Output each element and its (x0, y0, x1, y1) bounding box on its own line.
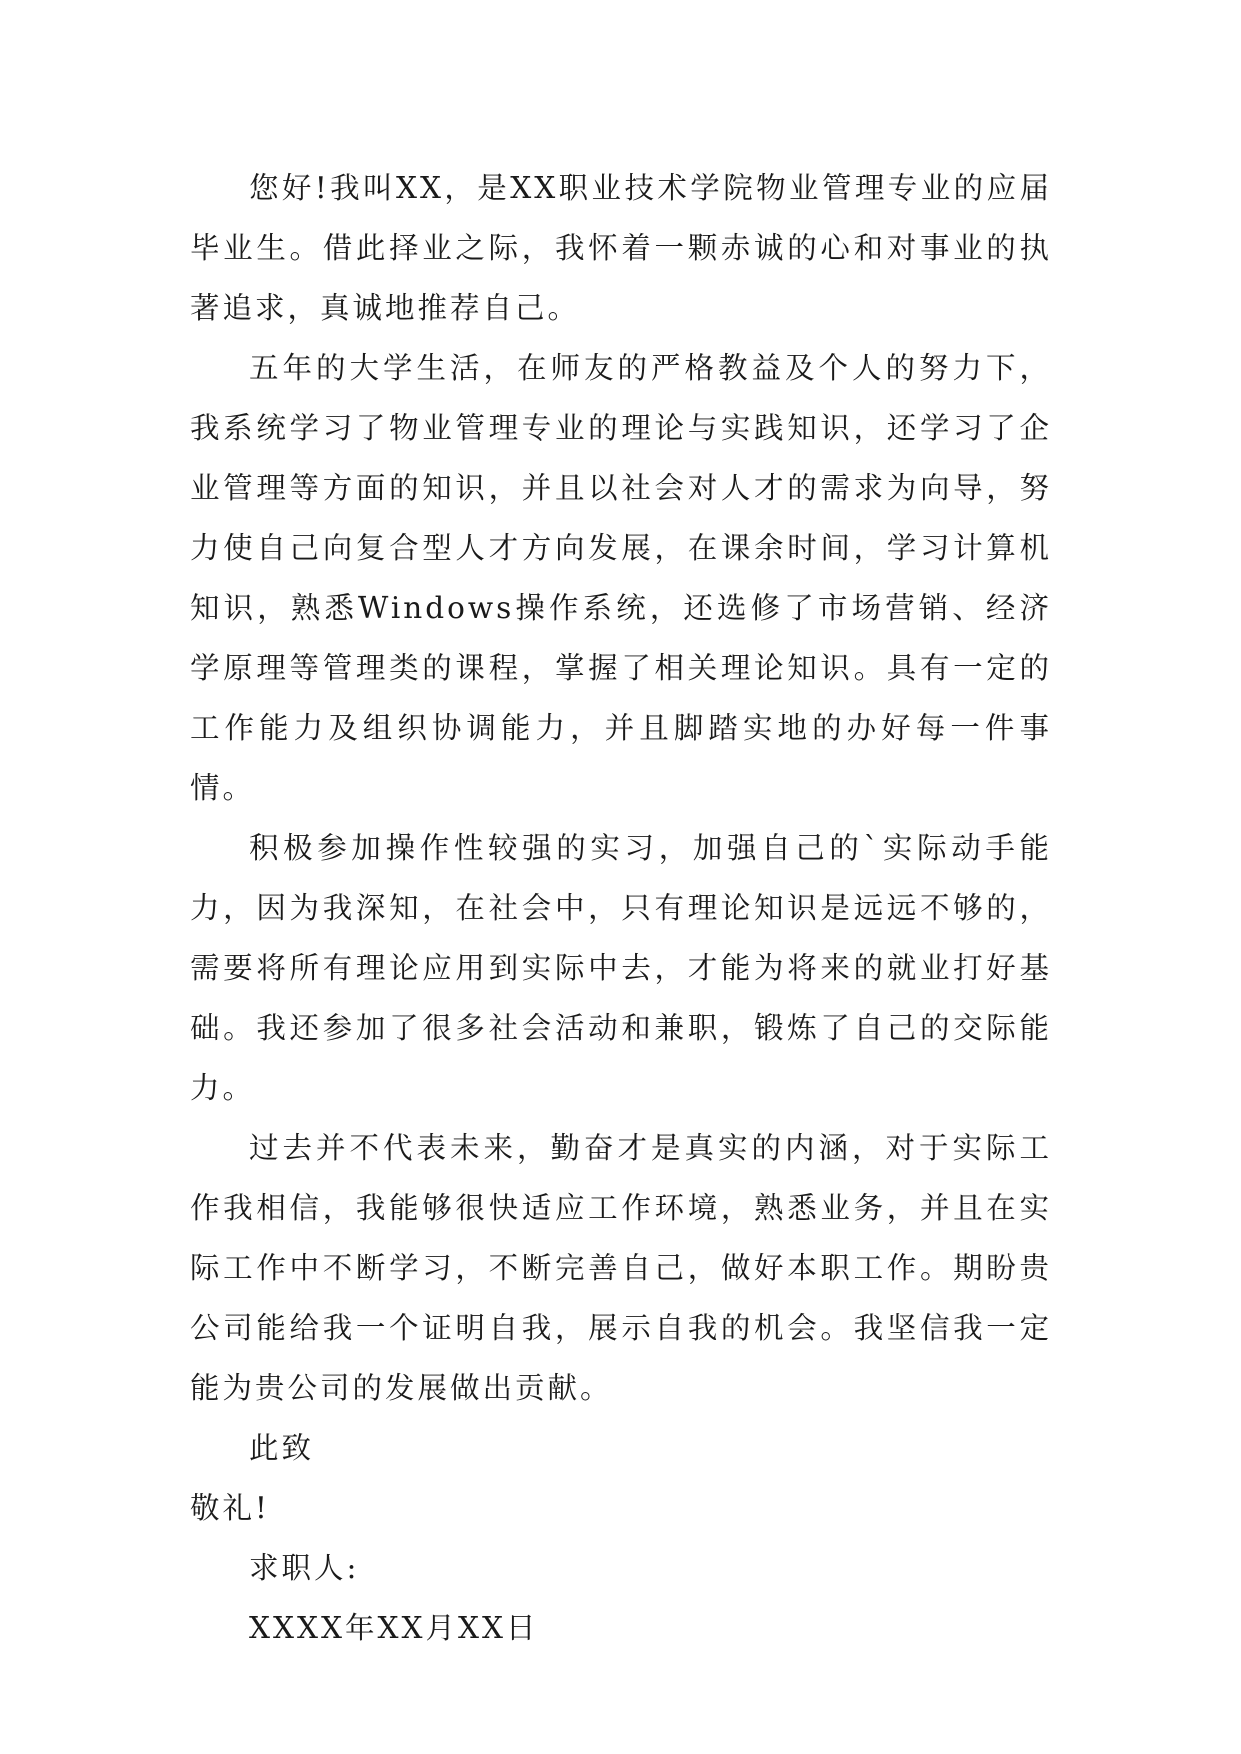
salutation: 敬礼! (190, 1491, 270, 1525)
letter-date: XXXX年XX月XX日 (249, 1611, 539, 1645)
signature-label: 求职人: (249, 1551, 360, 1585)
paragraph-greeting: 您好!我叫XX，是XX职业技术学院物业管理专业的应届毕业生。借此择业之际，我怀着一颗赤诚的心和对事业的执著追求，真诚地推荐自己。 (190, 171, 1052, 325)
closing-phrase: 此致 (249, 1431, 315, 1465)
paragraph-internship: 积极参加操作性较强的实习，加强自己的`实际动手能力，因为我深知，在社会中，只有理论知识是远远不够的，需要将所有理论应用到实际中去，才能为将来的就业打好基础。我还参加了很多社会活动和兼职，锻炼了自己的交际能力。 (190, 831, 1052, 1105)
cover-letter-body (190, 158, 1052, 1658)
paragraph-outlook: 过去并不代表未来，勤奋才是真实的内涵，对于实际工作我相信，我能够很快适应工作环境，熟悉业务，并且在实际工作中不断学习，不断完善自己，做好本职工作。期盼贵公司能给我一个证明自我，展示自我的机会。我坚信我一定能为贵公司的发展做出贡献。 (190, 1131, 1052, 1405)
paragraph-education: 五年的大学生活，在师友的严格教益及个人的努力下，我系统学习了物业管理专业的理论与实践知识，还学习了企业管理等方面的知识，并且以社会对人才的需求为向导，努力使自己向复合型人才方向发展，在课余时间，学习计算机知识，熟悉Windows操作系统，还选修了市场营销、经济学原理等管理类的课程，掌握了相关理论知识。具有一定的工作能力及组织协调能力，并且脚踏实地的办好每一件事情。 (190, 351, 1052, 805)
